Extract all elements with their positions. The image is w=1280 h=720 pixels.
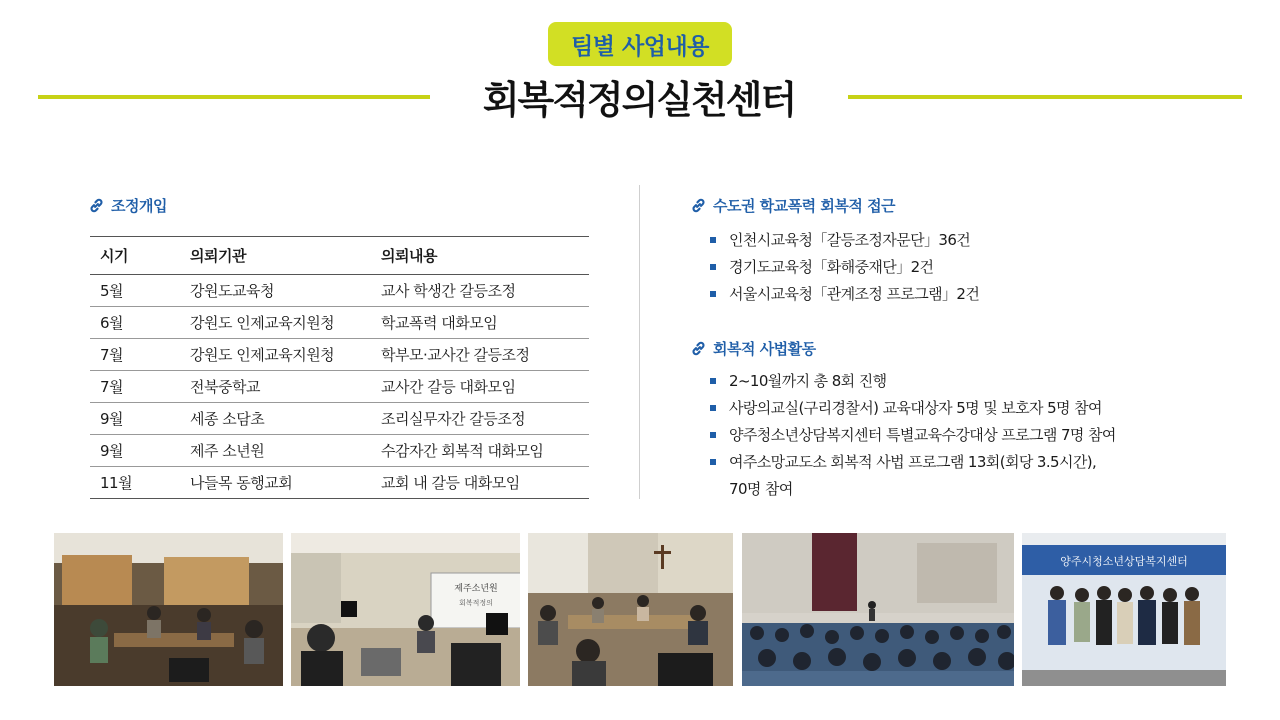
list-item: 여주소망교도소 회복적 사법 프로그램 13회(회당 3.5시간), (707, 449, 1116, 476)
capital-heading (690, 195, 895, 216)
list-item: 양주청소년상담복지센터 특별교육수강대상 프로그램 7명 참여 (707, 422, 1116, 449)
table-row (90, 467, 589, 499)
list-item-continuation: 70명 참여 (729, 480, 793, 498)
cell-agency: 강원도 인제교육지원청 (180, 339, 371, 371)
col-header-period: 시기 (90, 237, 180, 275)
capital-heading-text: 수도권 학교폭력 회복적 접근 (713, 197, 896, 215)
table-row (90, 307, 589, 339)
list-item: 경기도교육청「화해중재단」2건 (707, 254, 979, 281)
page-title: 회복적정의실천센터 (482, 78, 796, 122)
cell-agency: 전북중학교 (180, 371, 371, 403)
table-row (90, 371, 589, 403)
cell-agency: 세종 소담초 (180, 403, 371, 435)
link-icon (690, 340, 707, 357)
table-row (90, 435, 589, 467)
justice-list (707, 368, 1116, 503)
cell-period: 9월 (90, 403, 180, 435)
sign-text: 제주소년원 (454, 584, 498, 594)
cell-period: 7월 (90, 371, 180, 403)
list-item: 서울시교육청「관계조정 프로그램」2건 (707, 281, 979, 308)
photo-meeting-room (54, 533, 283, 686)
photo-prison-lecture (742, 533, 1014, 686)
table-row (90, 339, 589, 371)
photo-juvenile-center (291, 533, 520, 686)
badge-label: 팀별 사업내용 (571, 33, 709, 60)
cell-content: 조리실무자간 갈등조정 (371, 403, 589, 435)
cell-period: 11월 (90, 467, 180, 499)
table-header-row (90, 237, 589, 275)
list-item: 사랑의교실(구리경찰서) 교육대상자 5명 및 보호자 5명 참여 (707, 395, 1116, 422)
cell-period: 6월 (90, 307, 180, 339)
cell-content: 학부모·교사간 갈등조정 (371, 339, 589, 371)
cell-content: 교사 학생간 갈등조정 (371, 275, 589, 307)
capital-list (707, 227, 979, 308)
link-icon (88, 197, 105, 214)
cell-content: 교회 내 갈등 대화모임 (371, 467, 589, 499)
cell-agency: 강원도교육청 (180, 275, 371, 307)
mediation-heading-text: 조정개입 (111, 197, 167, 215)
cell-period: 9월 (90, 435, 180, 467)
table-row (90, 403, 589, 435)
cell-content: 수감자간 회복적 대화모임 (371, 435, 589, 467)
justice-heading-text: 회복적 사법활동 (713, 340, 816, 358)
table-row (90, 275, 589, 307)
cell-period: 5월 (90, 275, 180, 307)
cell-agency: 제주 소년원 (180, 435, 371, 467)
list-item: 인천시교육청「갈등조정자문단」36건 (707, 227, 979, 254)
mediation-heading (88, 195, 167, 216)
banner-text: 양주시청소년상담복지센터 (1060, 555, 1188, 568)
cell-content: 교사간 갈등 대화모임 (371, 371, 589, 403)
cell-content: 학교폭력 대화모임 (371, 307, 589, 339)
cell-period: 7월 (90, 339, 180, 371)
cell-agency: 나들목 동행교회 (180, 467, 371, 499)
list-item: 2~10월까지 총 8회 진행 (707, 368, 1116, 395)
title-rule-right (848, 95, 1242, 99)
col-header-content: 의뢰내용 (371, 237, 589, 275)
section-badge (548, 22, 732, 66)
sign-subtext: 회복적정의 (459, 599, 493, 607)
link-icon (690, 197, 707, 214)
column-divider (639, 185, 640, 499)
col-header-agency: 의뢰기관 (180, 237, 371, 275)
photo-yangju-center (1022, 533, 1226, 686)
cell-agency: 강원도 인제교육지원청 (180, 307, 371, 339)
mediation-table (90, 236, 589, 499)
title-rule-left (38, 95, 430, 99)
justice-heading (690, 338, 816, 359)
photo-church-meeting (528, 533, 733, 686)
